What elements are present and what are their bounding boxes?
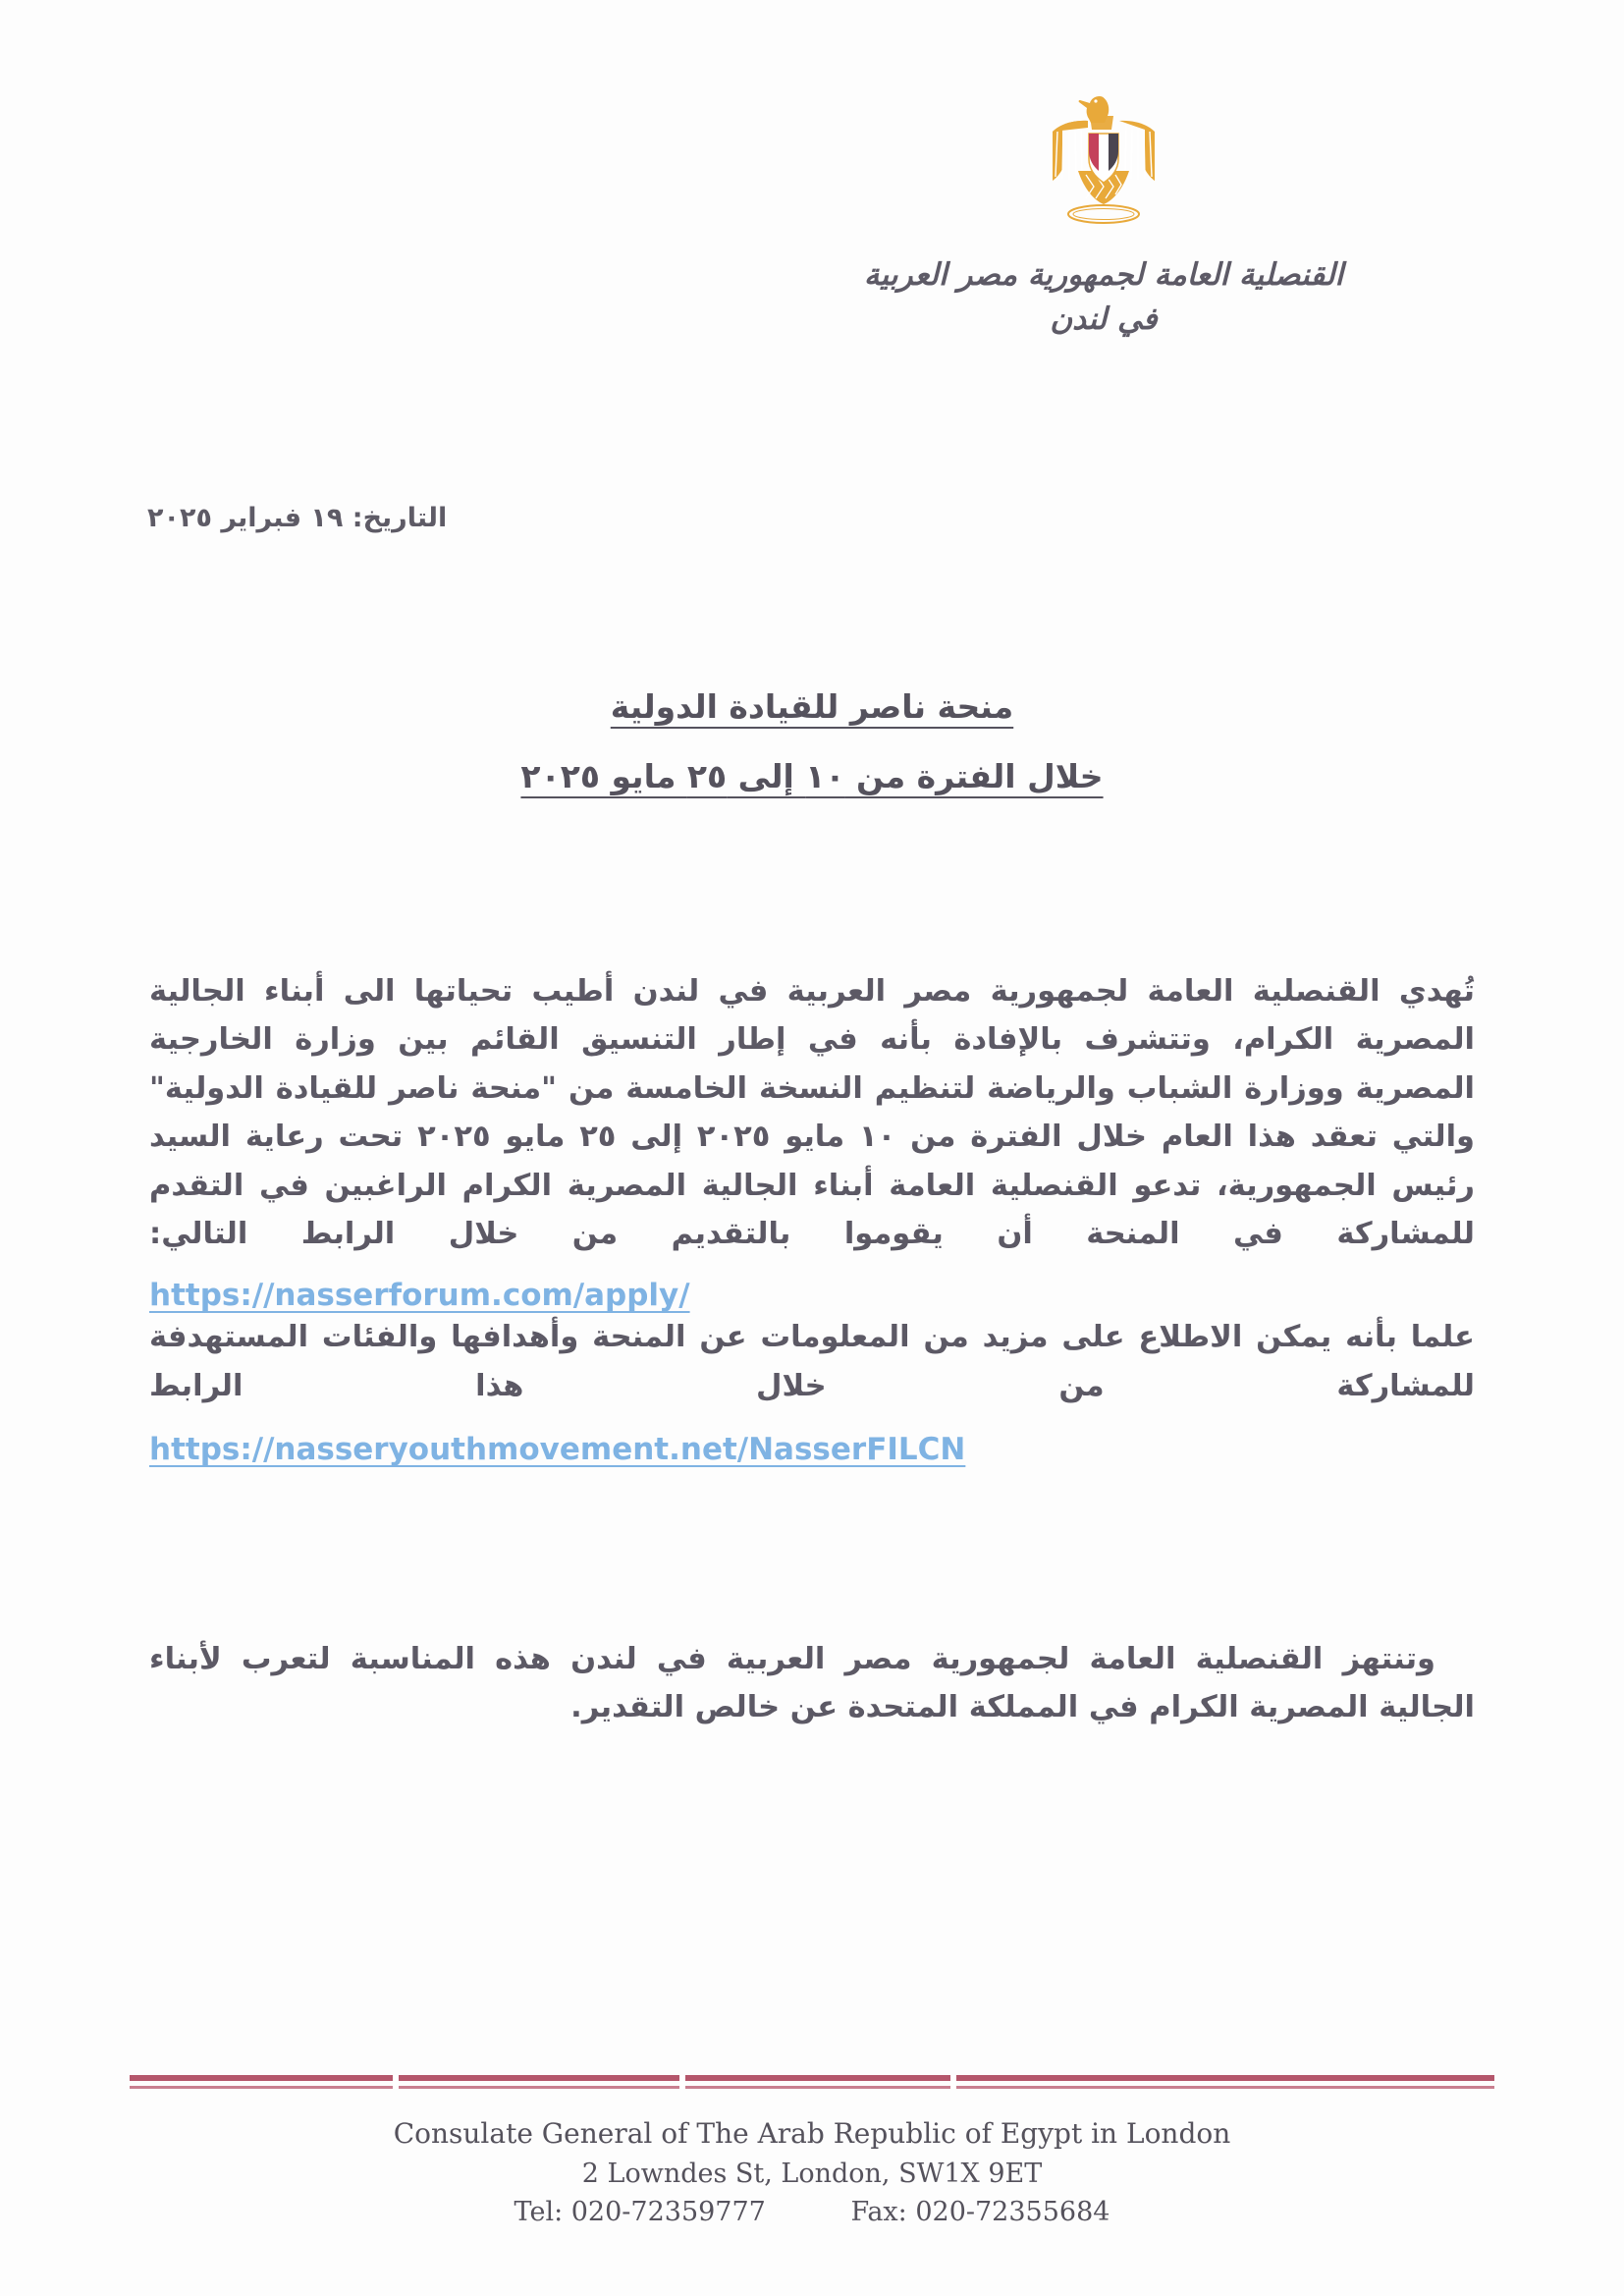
info-link-line [149,1432,1475,1467]
footer-org-name: Consulate General of The Arab Republic of Egypt in London [393,2117,1231,2151]
body-block [149,967,1475,1467]
egypt-eagle-emblem [1045,88,1163,236]
info-link[interactable]: https://nasseryouthmovement.net/NasserFILCN [149,1432,966,1468]
page-subtitle: خلال الفترة من ١٠ إلى ٢٥ مايو ٢٠٢٥ [520,757,1104,795]
letterhead-line-1: القنصلية العامة لجمهورية مصر العربية [863,257,1344,293]
footer-contact [0,2193,1624,2231]
title-block [0,687,1624,797]
footer [0,2075,1624,2231]
apply-link-line [149,1278,1475,1313]
footer-rule-notch [393,2075,399,2089]
footer-fax: Fax: 020-72355684 [850,2196,1110,2227]
closing-block [149,1635,1475,1732]
footer-divider [130,2075,1494,2093]
footer-telephone: Tel: 020-72359777 [514,2196,766,2227]
date-text: التاريخ: ١٩ فبراير ٢٠٢٥ [147,503,448,533]
apply-link[interactable]: https://nasserforum.com/apply/ [149,1278,690,1314]
page-title: منحة ناصر للقيادة الدولية [610,687,1014,726]
body-paragraph-2: علما بأنه يمكن الاطلاع على مزيد من المعلومات عن المنحة وأهدافها والفئات المستهدفة للمشاركة من خلال هذا الرابط [149,1320,1475,1403]
footer-rule-notch [950,2075,956,2089]
letterhead-line-2: في لندن [1050,301,1158,337]
letterhead [750,88,1457,342]
body-paragraph-3: وتنتهز القنصلية العامة لجمهورية مصر العربية في لندن هذه المناسبة لتعرب لأبناء الجالية المصرية الكرام في المملكة المتحدة عن خالص التقدير. [149,1642,1475,1725]
date-row [147,503,447,533]
footer-rule-notch [679,2075,685,2089]
body-paragraph-1: تُهدي القنصلية العامة لجمهورية مصر العربية في لندن أطيب تحياتها الى أبناء الجالية المصرية الكرام، وتتشرف بالإفادة بأنه في إطار التنسيق القائم بين وزارة الخارجية المصرية ووزارة الشباب والرياضة لتنظيم النسخة الخامسة من "منحة ناصر للقيادة الدولية" والتي تعقد هذا العام خلال الفترة من ١٠ مايو ٢٠٢٥ إلى ٢٥ مايو ٢٠٢٥ تحت رعاية السيد رئيس الجمهورية، تدعو القنصلية العامة أبناء الجالية المصرية الكرام الراغبين في التقدم للمشاركة في المنحة أن يقوموا بالتقديم من خلال الرابط التالي: [149,974,1475,1252]
footer-rule-top [130,2075,1494,2081]
footer-address: 2 Lowndes St, London, SW1X 9ET [581,2158,1043,2189]
footer-rule-bottom [130,2086,1494,2089]
